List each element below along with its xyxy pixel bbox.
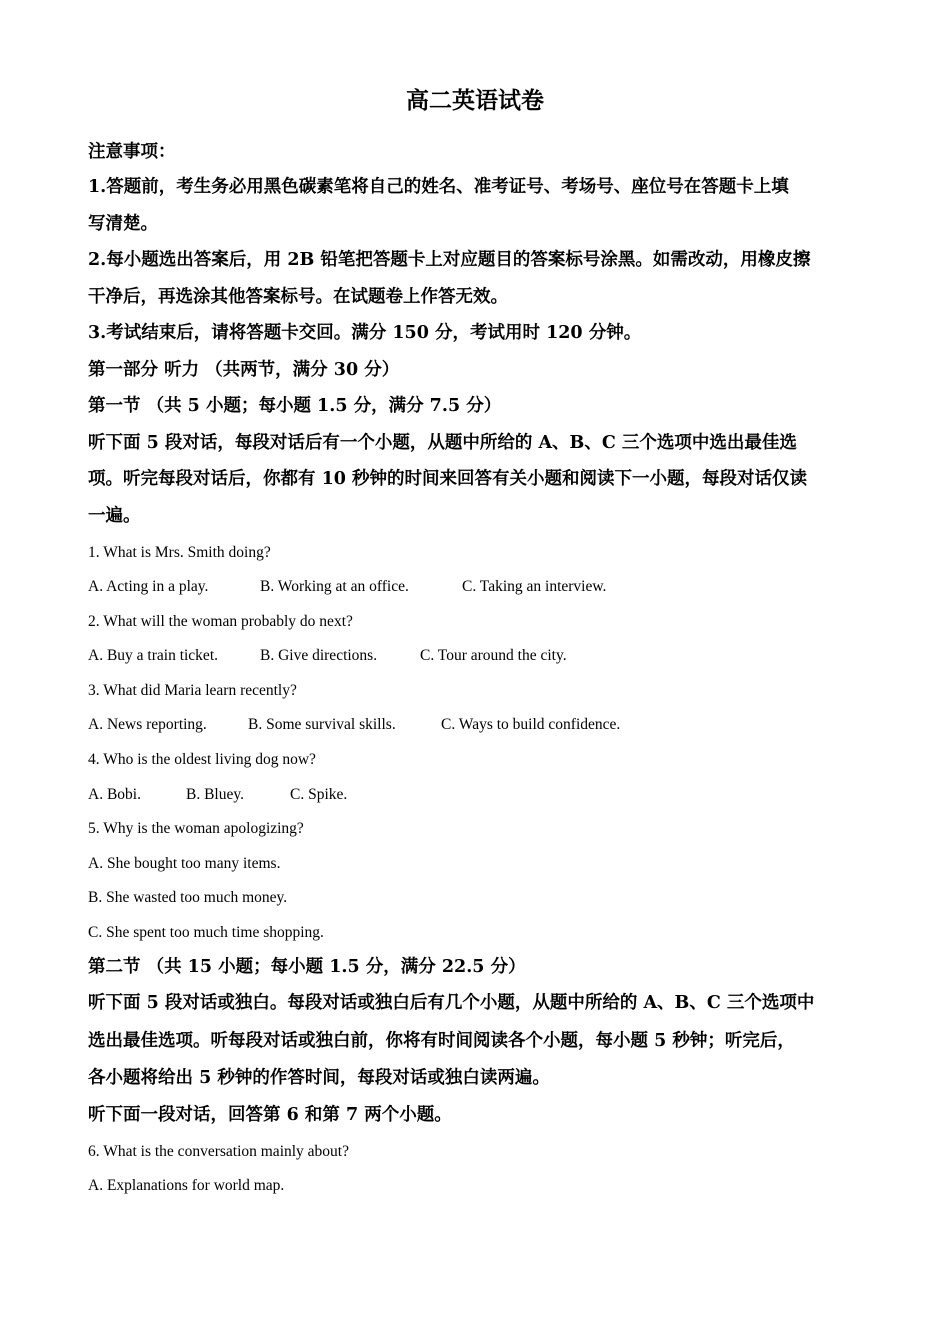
question-5-option-b: B. She wasted too much money. xyxy=(88,889,288,906)
question-4-stem: 4. Who is the oldest living dog now? xyxy=(88,751,316,768)
notice-item-2-line-2: 干净后，再选涂其他答案标号。在试题卷上作答无效。 xyxy=(88,287,508,307)
question-1-options xyxy=(88,576,606,598)
question-3-options xyxy=(88,714,620,736)
question-6-stem: 6. What is the conversation mainly about? xyxy=(88,1143,349,1160)
question-4-option-c: C. Spike. xyxy=(290,786,348,803)
question-2-option-c: C. Tour around the city. xyxy=(420,647,567,664)
question-2-stem: 2. What will the woman probably do next? xyxy=(88,613,353,630)
question-2-option-b: B. Give directions. xyxy=(260,647,378,664)
section1-instruction-line-1: 听下面 5 段对话，每段对话后有一个小题，从题中所给的 A、B、C 三个选项中选出最佳选 xyxy=(88,433,797,453)
question-4-options xyxy=(88,784,347,806)
question-4-option-b: B. Bluey. xyxy=(186,786,244,803)
question-1-option-c: C. Taking an interview. xyxy=(462,578,607,595)
section1-instruction-line-3: 一遍。 xyxy=(88,506,141,526)
question-3-option-b: B. Some survival skills. xyxy=(248,716,396,733)
section2-instruction-line-2: 选出最佳选项。听每段对话或独白前，你将有时间阅读各个小题，每小题 5 秒钟；听完后， xyxy=(88,1031,795,1051)
section2-instruction-line-1: 听下面 5 段对话或独白。每段对话或独白后有几个小题，从题中所给的 A、B、C 三个选项中 xyxy=(88,993,815,1013)
question-5-option-c: C. She spent too much time shopping. xyxy=(88,924,324,941)
notice-item-1-line-2: 写清楚。 xyxy=(88,214,158,234)
page-title: 高二英语试卷 xyxy=(406,87,544,114)
question-5-option-a: A. She bought too many items. xyxy=(88,855,281,872)
notice-item-1-line-1: 1.答题前，考生务必用黑色碳素笔将自己的姓名、准考证号、考场号、座位号在答题卡上填 xyxy=(88,177,789,197)
section2-heading: 第二节 （共 15 小题；每小题 1.5 分，满分 22.5 分） xyxy=(88,957,526,977)
dialog-intro: 听下面一段对话，回答第 6 和第 7 两个小题。 xyxy=(88,1105,452,1125)
question-6-option-a: A. Explanations for world map. xyxy=(88,1177,285,1194)
question-1-option-a: A. Acting in a play. xyxy=(88,578,209,595)
question-5-stem: 5. Why is the woman apologizing? xyxy=(88,820,304,837)
section1-instruction-line-2: 项。听完每段对话后，你都有 10 秒钟的时间来回答有关小题和阅读下一小题，每段对话仅读 xyxy=(88,469,808,489)
question-3-option-c: C. Ways to build confidence. xyxy=(441,716,621,733)
section1-heading: 第一节 （共 5 小题；每小题 1.5 分，满分 7.5 分） xyxy=(88,396,502,416)
question-4-option-a: A. Bobi. xyxy=(88,786,141,803)
question-2-option-a: A. Buy a train ticket. xyxy=(88,647,218,664)
part1-heading: 第一部分 听力 （共两节，满分 30 分） xyxy=(88,360,400,380)
question-1-stem: 1. What is Mrs. Smith doing? xyxy=(88,544,271,561)
question-3-option-a: A. News reporting. xyxy=(88,716,207,733)
notice-heading: 注意事项： xyxy=(88,142,176,162)
notice-item-3: 3.考试结束后，请将答题卡交回。满分 150 分，考试用时 120 分钟。 xyxy=(88,323,642,343)
notice-item-2-line-1: 2.每小题选出答案后，用 2B 铅笔把答题卡上对应题目的答案标号涂黑。如需改动，用橡皮擦 xyxy=(88,250,811,270)
question-2-options xyxy=(88,645,567,667)
question-1-option-b: B. Working at an office. xyxy=(260,578,409,595)
question-3-stem: 3. What did Maria learn recently? xyxy=(88,682,297,699)
section2-instruction-line-3: 各小题将给出 5 秒钟的作答时间，每段对话或独白读两遍。 xyxy=(88,1068,550,1088)
